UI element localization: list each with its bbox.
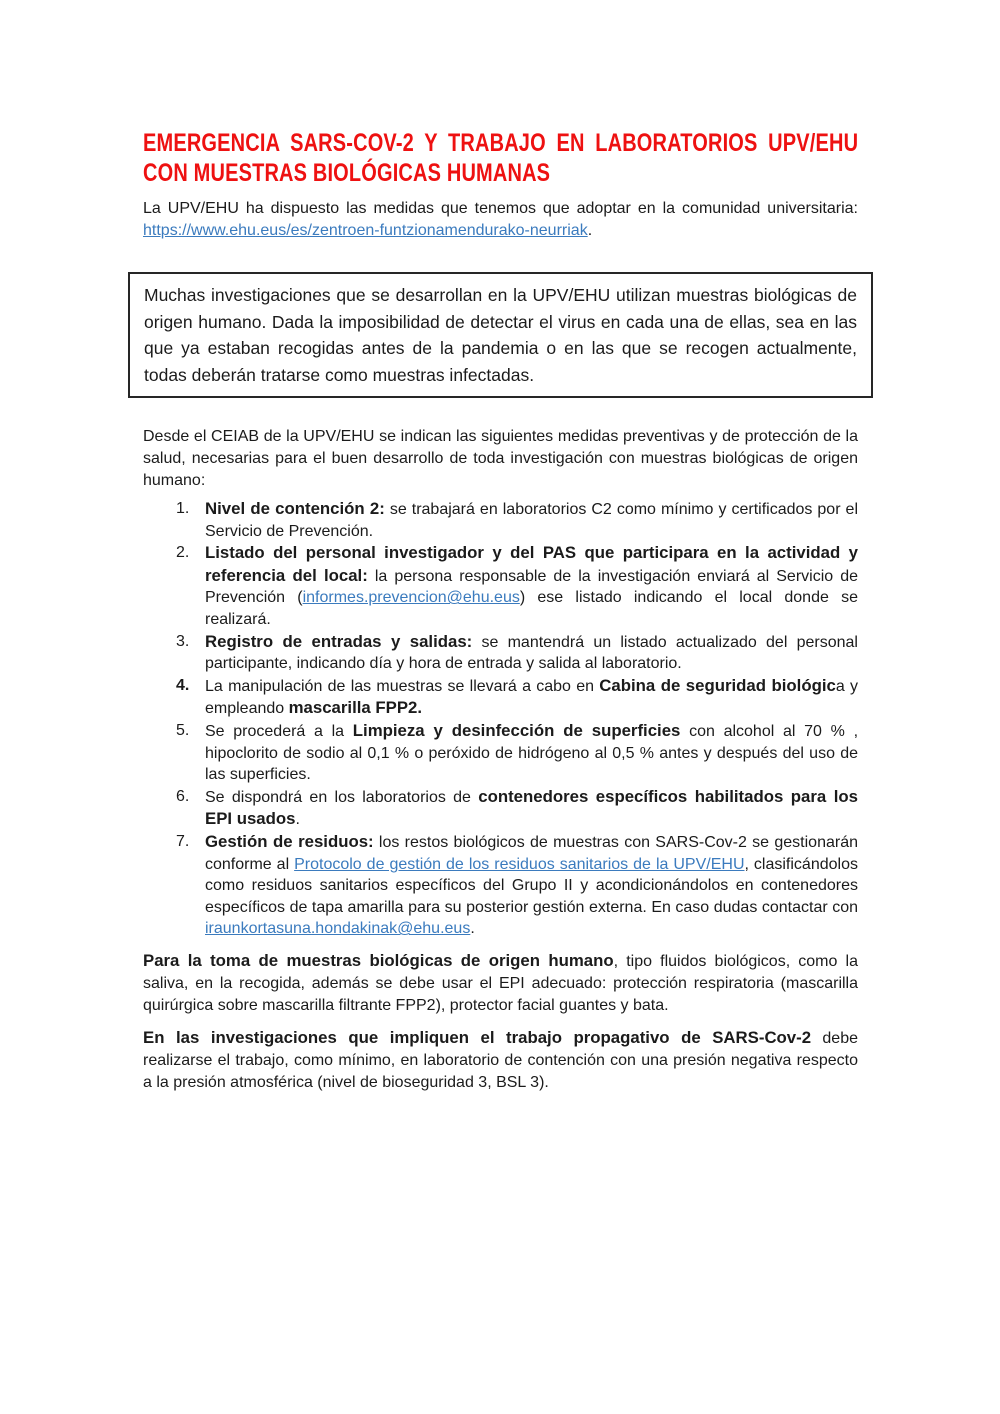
text-run: Se dispondrá en los laboratorios de <box>205 788 479 806</box>
email-link-prevencion[interactable]: informes.prevencion@ehu.eus <box>302 589 520 607</box>
paragraph-toma-muestras <box>143 950 858 1017</box>
text-run: se mantendrá un listado actualizado del personal participante, indicando día y hora de entrada y salida al laboratorio. <box>205 633 858 673</box>
measure-item <box>143 786 858 831</box>
measure-item-number: 4. <box>176 676 190 694</box>
measure-item <box>143 631 858 675</box>
text-run: la persona responsable de la investigación enviará al Servicio de Prevención ( <box>205 567 858 607</box>
bold-text-run: Listado del personal investigador y del PAS que participara en la actividad y referencia del local: <box>205 543 858 585</box>
text-run: se trabajará en laboratorios C2 como mínimo y certificados por el Servicio de Prevención. <box>205 501 859 540</box>
email-link-residuos[interactable]: iraunkortasuna.hondakinak@ehu.eus <box>205 920 471 938</box>
text-run: ) ese listado indicando el local donde se realizará. <box>205 589 858 628</box>
intro-paragraph <box>143 198 858 242</box>
link-medidas-ehu[interactable]: https://www.ehu.eus/es/zentroen-funtzionamendurako-neurriak <box>143 222 588 239</box>
text-run: a y empleando <box>205 677 859 718</box>
paragraph-trabajo-propagativo <box>143 1027 858 1094</box>
text-run: La manipulación de las muestras se llevará a cabo en <box>205 677 600 695</box>
bold-text-run: Gestión de residuos: <box>205 831 374 851</box>
bold-text-run: mascarilla FPP2. <box>288 698 423 718</box>
measure-item-number: 5. <box>176 721 190 739</box>
lead-paragraph: Desde el CEIAB de la UPV/EHU se indican las siguientes medidas preventivas y de protección de la salud, necesarias para el buen desarrollo de toda investigación con muestras biológicas de origen humano: <box>143 428 858 489</box>
text-run: . <box>470 920 475 938</box>
measure-item-number: 2. <box>176 544 190 562</box>
page-title <box>143 128 858 188</box>
measure-item <box>143 720 858 786</box>
measure-item-number: 6. <box>176 787 190 805</box>
bold-text-run: Cabina de seguridad biológic <box>599 675 836 695</box>
measure-item <box>143 498 858 542</box>
text-run: Se procederá a la <box>205 722 353 740</box>
text-run: con alcohol al 70 % , hipoclorito de sodio al 0,1 % o peróxido de hidrógeno al 0,5 % antes y después del uso de las superficies. <box>205 722 859 784</box>
bold-text-run: Nivel de contención 2: <box>205 499 385 518</box>
text-run: , clasificándolos como residuos sanitarios específicos del Grupo II y acondicionándolos en contenedores específicos de tapa amarilla para su posterior gestión externa. En caso dudas contactar con <box>205 855 858 916</box>
measure-item-number: 3. <box>176 632 190 650</box>
text-run: . <box>587 222 593 239</box>
page-title-text: EMERGENCIA SARS-COV-2 Y TRABAJO EN LABORATORIOS UPV/EHU CON MUESTRAS BIOLÓGICAS HUMANAS <box>143 129 859 187</box>
measure-item-number: 1. <box>176 500 190 517</box>
bold-text-run: Registro de entradas y salidas: <box>205 631 473 651</box>
bold-text-run: Para la toma de muestras biológicas de origen humano <box>143 950 614 970</box>
text-run: debe realizarse el trabajo, como mínimo, en laboratorio de contención con una presión negativa respecto a la presión atmosférica (nivel de bioseguridad 3, BSL 3). <box>143 1029 858 1091</box>
text-run: . <box>295 811 300 829</box>
measures-list <box>143 498 858 940</box>
link-protocolo-residuos[interactable]: Protocolo de gestión de los residuos sanitarios de la UPV/EHU <box>294 855 745 873</box>
bold-text-run: En las investigaciones que impliquen el trabajo propagativo de SARS-Cov-2 <box>143 1027 812 1047</box>
notice-text: Muchas investigaciones que se desarrollan en la UPV/EHU utilizan muestras biológicas de origen humano. Dada la imposibilidad de detectar el virus en cada una de ellas, sea en las que ya estaban recogidas antes de la pandemia o en las que se recogen actualmente, todas deberán tratarse como muestras infectadas. <box>144 285 857 385</box>
measure-item <box>143 831 858 940</box>
text-run: , tipo fluidos biológicos, como la saliva, en la recogida, además se debe usar el EPI adecuado: protección respiratoria (mascarilla quirúrgica sobre mascarilla filtrante FPP2), protector facial guantes y bata. <box>143 952 859 1014</box>
bold-text-run: Limpieza y desinfección de superficies <box>352 720 681 740</box>
bold-text-run: contenedores específicos habilitados para los EPI usados <box>205 786 858 829</box>
notice-box <box>128 272 873 398</box>
measure-item-number: 7. <box>176 832 190 850</box>
text-run: La UPV/EHU ha dispuesto las medidas que tenemos que adoptar en la comunidad universitaria: <box>143 200 858 217</box>
text-run: los restos biológicos de muestras con SARS-Cov-2 se gestionarán conforme al <box>205 833 858 873</box>
measure-item <box>143 675 858 720</box>
measure-item <box>143 542 858 630</box>
